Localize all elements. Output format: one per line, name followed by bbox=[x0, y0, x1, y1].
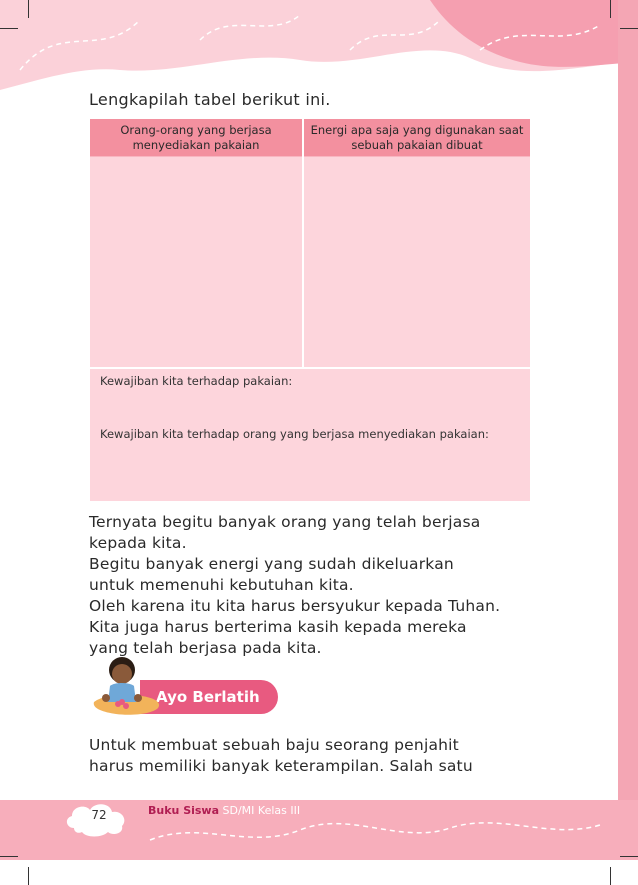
paragraph-line: kepada kita. bbox=[89, 534, 187, 552]
body-paragraph bbox=[89, 512, 559, 659]
footer-book-title bbox=[148, 804, 300, 817]
table-header-1: Orang-orang yang berjasa menyediakan pakaian bbox=[90, 119, 302, 156]
crop-mark bbox=[610, 0, 611, 18]
kewajiban-orang-label: Kewajiban kita terhadap orang yang berjasa menyediakan pakaian: bbox=[100, 427, 489, 441]
child-illustration bbox=[92, 652, 162, 718]
crop-mark bbox=[610, 867, 611, 885]
paragraph-line: yang telah berjasa pada kita. bbox=[89, 639, 322, 657]
table-row-divider bbox=[90, 367, 530, 369]
paragraph-line: Ternyata begitu banyak orang yang telah berjasa bbox=[89, 513, 481, 531]
table-divider bbox=[90, 156, 530, 157]
paragraph-line: untuk memenuhi kebutuhan kita. bbox=[89, 576, 354, 594]
table-header-2: Energi apa saja yang digunakan saat sebuah pakaian dibuat bbox=[304, 119, 530, 156]
crop-mark bbox=[28, 0, 29, 18]
crop-mark bbox=[620, 28, 638, 29]
paragraph-line: Kita juga harus berterima kasih kepada mereka bbox=[89, 618, 467, 636]
intro-text: Lengkapilah tabel berikut ini. bbox=[89, 90, 331, 109]
crop-mark bbox=[620, 856, 638, 857]
kewajiban-pakaian-label: Kewajiban kita terhadap pakaian: bbox=[100, 374, 293, 388]
page-number: 72 bbox=[91, 808, 107, 822]
paragraph-line: Untuk membuat sebuah baju seorang penjahit bbox=[89, 736, 459, 754]
paragraph-line: Begitu banyak energi yang sudah dikeluarkan bbox=[89, 555, 454, 573]
exercise-paragraph bbox=[89, 735, 559, 777]
crop-mark bbox=[28, 867, 29, 885]
footer-book-bold: Buku Siswa bbox=[148, 804, 220, 817]
crop-mark bbox=[0, 28, 18, 29]
ayo-berlatih-badge: Ayo Berlatih bbox=[140, 680, 278, 714]
fill-in-table bbox=[90, 119, 530, 501]
paragraph-line: Oleh karena itu kita harus bersyukur kepada Tuhan. bbox=[89, 597, 501, 615]
side-strip bbox=[618, 0, 638, 885]
footer-book-rest: SD/MI Kelas III bbox=[219, 804, 301, 817]
paragraph-line: harus memiliki banyak keterampilan. Salah satu bbox=[89, 757, 473, 775]
crop-mark bbox=[0, 856, 18, 857]
table-column-divider bbox=[302, 119, 304, 369]
